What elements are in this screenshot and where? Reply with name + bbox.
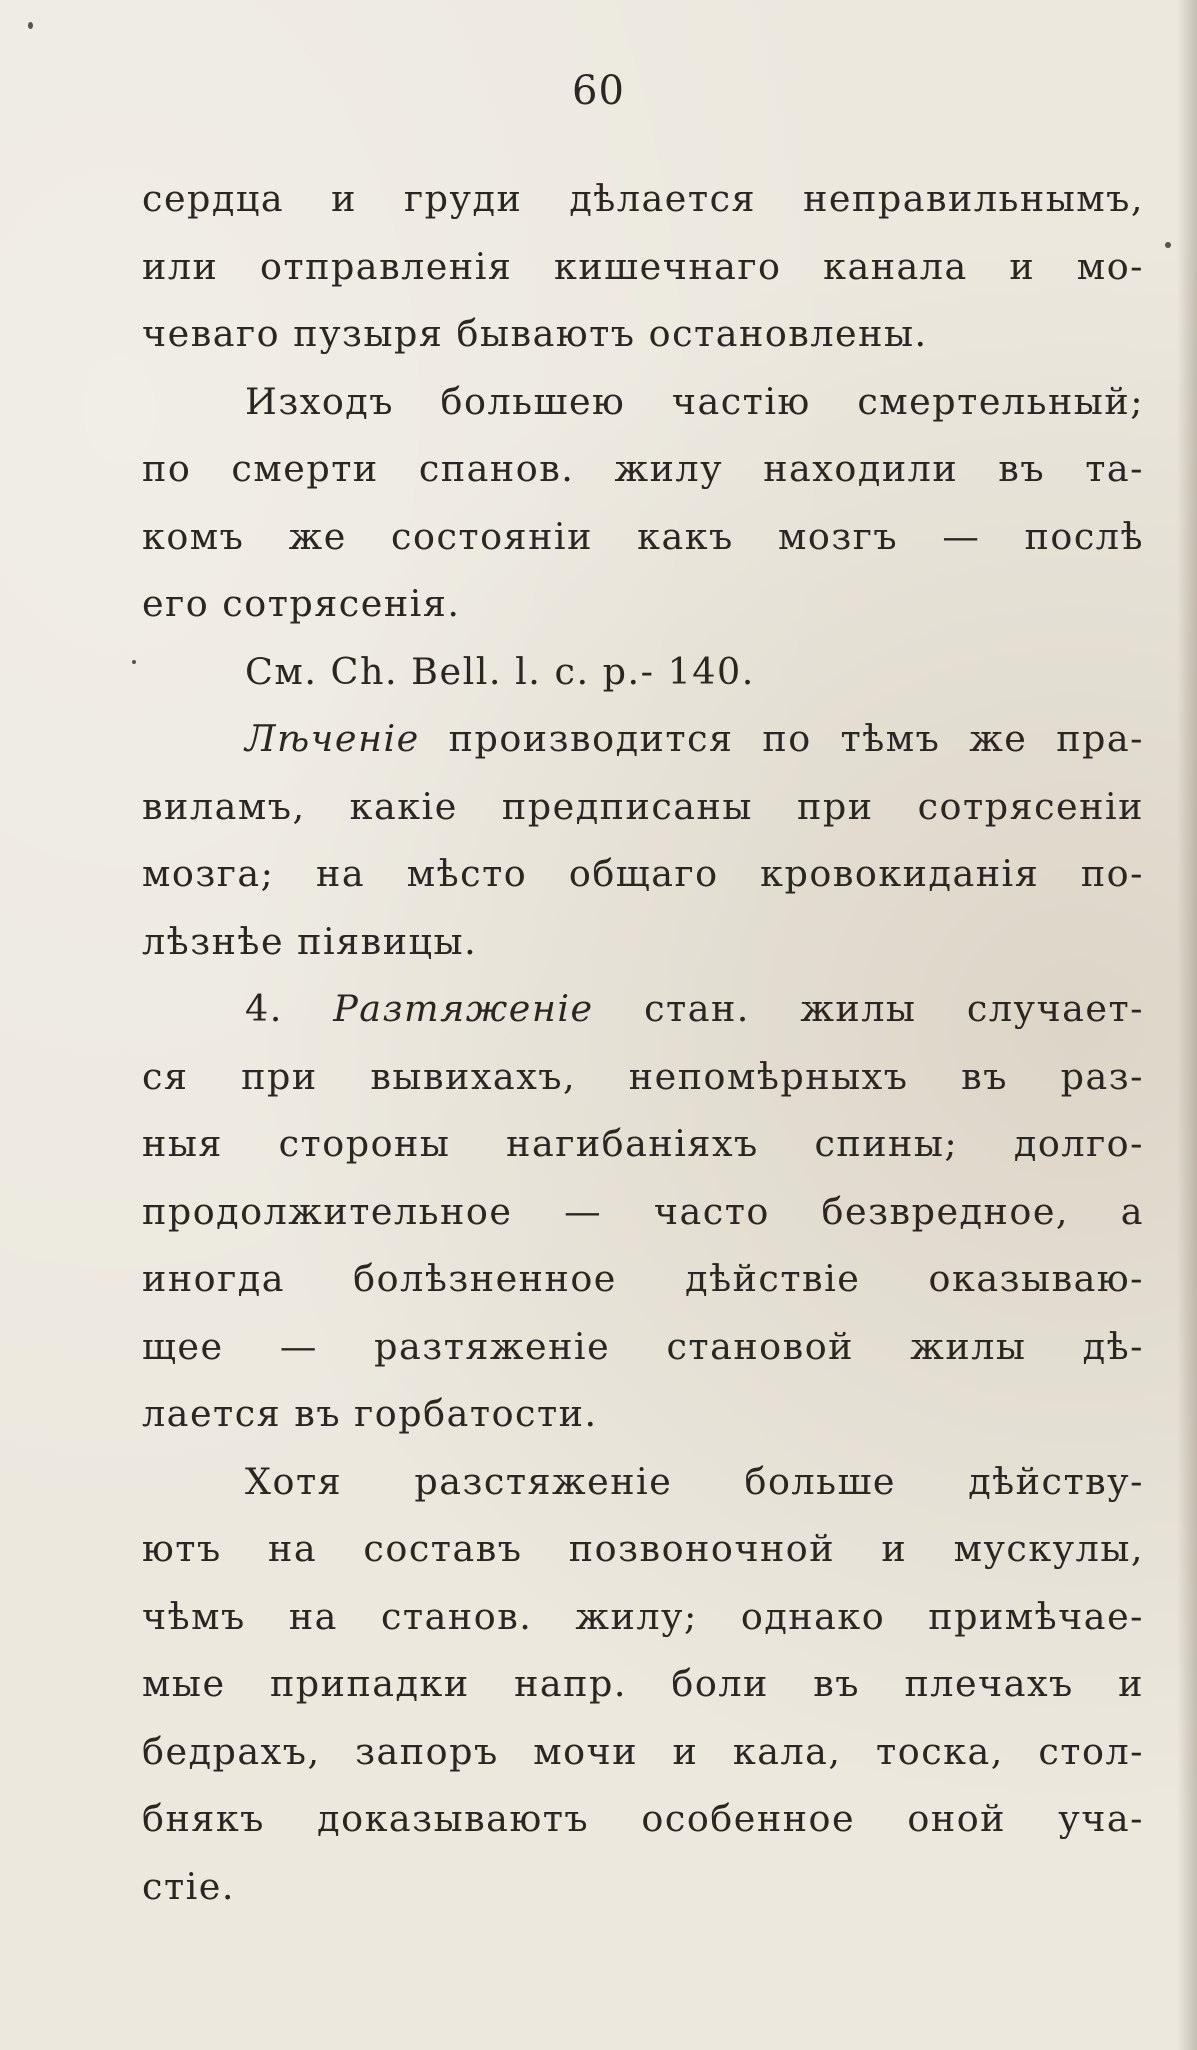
text-line: мые припадки напр. боли въ плечахъ и bbox=[142, 1662, 1144, 1705]
text-run: стан. жилы случает- bbox=[593, 987, 1144, 1030]
text-line: чѣмъ на станов. жилу; однако примѣчае- bbox=[142, 1594, 1144, 1638]
text-line: по смерти спанов. жилу находили въ та- bbox=[142, 447, 1144, 490]
text-line: его сотрясенія. bbox=[142, 582, 461, 625]
text-line: щее — разтяженіе становой жилы дѣ- bbox=[142, 1324, 1144, 1368]
body-text bbox=[142, 165, 1144, 1920]
text-line: чеваго пузыря бываютъ остановлены. bbox=[142, 312, 928, 355]
text-line: стіе. bbox=[142, 1864, 236, 1908]
text-line: ютъ на составъ позвоночной и мускулы, bbox=[142, 1527, 1144, 1570]
page-edge-shadow bbox=[1177, 0, 1197, 2050]
text-line: ся при вывихахъ, непомѣрныхъ въ раз- bbox=[142, 1054, 1144, 1098]
text-line bbox=[142, 975, 1144, 1043]
italic-term: Лѣченіе bbox=[245, 717, 420, 760]
ink-speck bbox=[28, 22, 33, 29]
text-line: Хотя разстяженіе больше дѣйству- bbox=[245, 1459, 1144, 1503]
text-line: лѣзнѣе піявицы. bbox=[142, 919, 478, 963]
citation-line: См. Ch. Bell. l. c. p.- 140. bbox=[245, 649, 755, 693]
text-line bbox=[142, 705, 1144, 773]
page-number: 60 bbox=[572, 68, 625, 114]
text-line: лается въ горбатости. bbox=[142, 1392, 598, 1435]
text-line: иногда болѣзненное дѣйствіе оказываю- bbox=[142, 1257, 1144, 1300]
text-line: Изходъ большею частію смертельный; bbox=[245, 379, 1144, 423]
ink-speck bbox=[1165, 242, 1171, 248]
ink-speck bbox=[132, 660, 136, 664]
text-line: виламъ, какіе предписаны при сотрясеніи bbox=[142, 784, 1144, 828]
text-line: продолжительное — часто безвредное, а bbox=[142, 1189, 1144, 1233]
text-line: или отправленія кишечнаго канала и мо- bbox=[142, 244, 1144, 288]
text-line: бнякъ доказываютъ особенное оной уча- bbox=[142, 1797, 1144, 1840]
italic-term: Разтяженіе bbox=[333, 987, 594, 1030]
section-number: 4. bbox=[245, 987, 334, 1030]
text-run: производится по тѣмъ же пра- bbox=[419, 717, 1144, 760]
text-line: ныя стороны нагибаніяхъ спины; долго- bbox=[142, 1122, 1144, 1165]
text-line: мозга; на мѣсто общаго кровокиданія по- bbox=[142, 852, 1144, 895]
text-line: сердца и груди дѣлается неправильнымъ, bbox=[142, 177, 1144, 220]
text-line: бедрахъ, запоръ мочи и кала, тоска, стол- bbox=[142, 1729, 1144, 1773]
text-line: комъ же состояніи какъ мозгъ — послѣ bbox=[142, 514, 1144, 558]
